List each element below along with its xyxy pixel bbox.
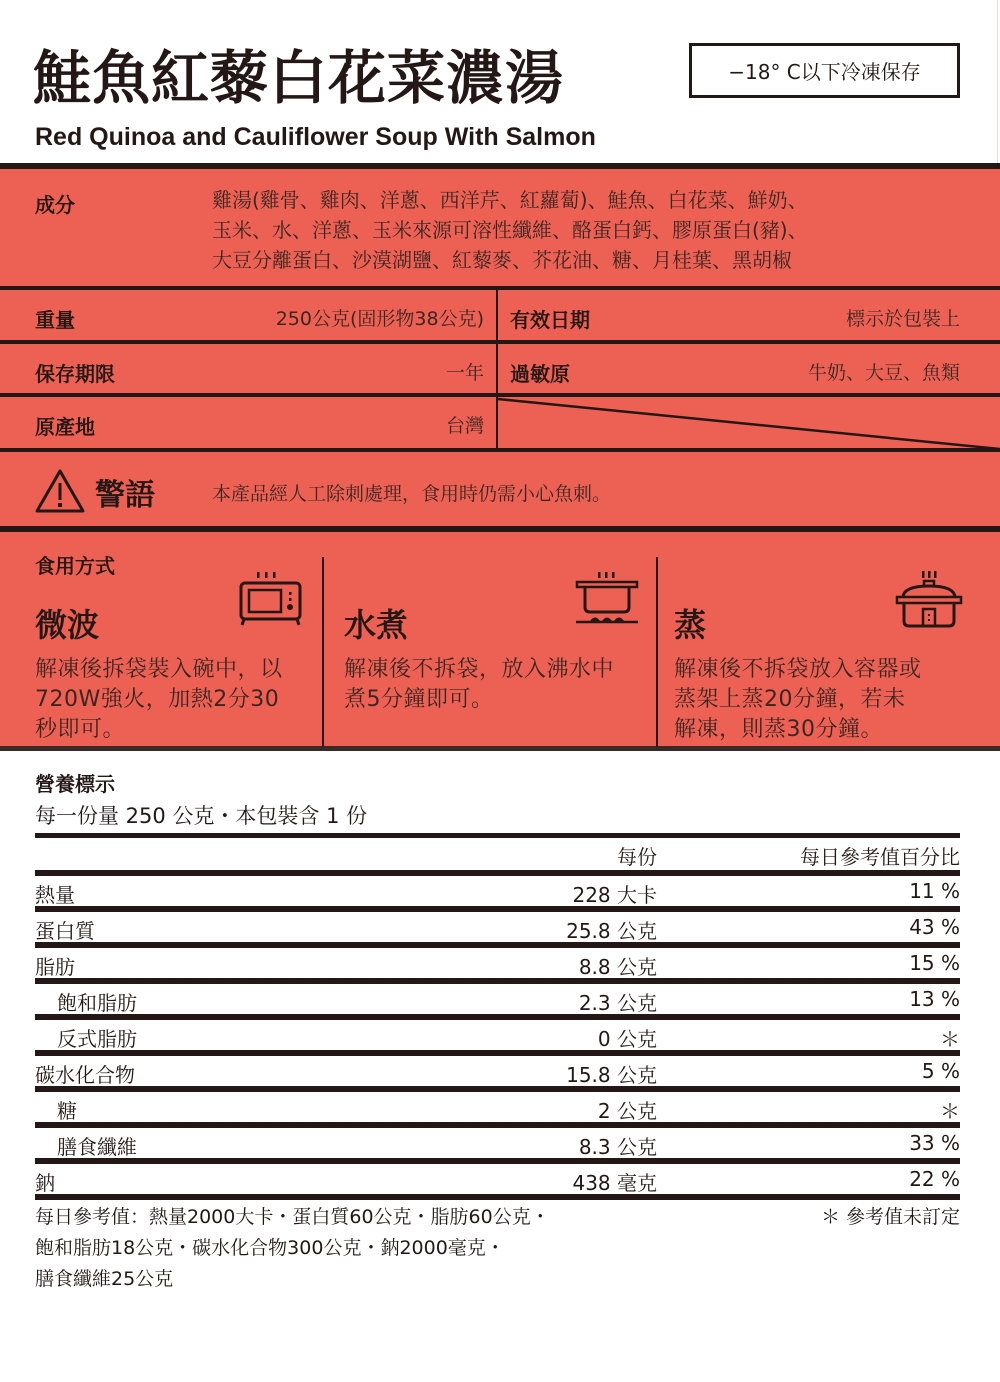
storage-text: −18° C以下冷凍保存	[728, 60, 921, 84]
table-row	[35, 1020, 960, 1050]
method-line: 秒即可。	[35, 717, 126, 742]
expiry-label: 有效日期	[510, 308, 590, 332]
nutrition-title: 營養標示	[35, 772, 115, 796]
nutrient-name: 反式脂肪	[57, 1027, 137, 1051]
ingredients-line: 玉米、水、洋蔥、玉米來源可溶性纖維、酪蛋白鈣、膠原蛋白(豬)、	[212, 218, 808, 242]
method-title: 蒸	[674, 606, 707, 644]
info-column-divider	[496, 290, 498, 452]
method-text	[674, 655, 964, 745]
method-steam	[658, 532, 1000, 747]
method-line: 解凍後不拆袋，放入沸水中	[344, 657, 615, 682]
table-row	[35, 1056, 960, 1086]
table-row	[35, 1128, 960, 1158]
table-row	[35, 1092, 960, 1122]
nutrient-name: 碳水化合物	[35, 1063, 135, 1087]
table-header	[35, 838, 960, 870]
ingredients-line: 大豆分離蛋白、沙漠湖鹽、紅藜麥、芥花油、糖、月桂葉、黑胡椒	[212, 248, 792, 272]
nutrient-amount: 228 大卡	[572, 883, 657, 907]
origin-value: 台灣	[445, 415, 484, 437]
method-text	[344, 655, 654, 715]
nutrient-dv: 33 %	[909, 1131, 960, 1155]
nutrient-amount: 0 公克	[597, 1027, 657, 1051]
ingredients-text	[212, 185, 972, 275]
table-row	[35, 948, 960, 978]
allergens-value: 牛奶、大豆、魚類	[807, 362, 960, 384]
weight-value: 250公克(固形物38公克)	[275, 308, 484, 330]
shelf-life-row	[0, 344, 1000, 397]
nutrient-dv: 43 %	[909, 915, 960, 939]
nutrient-amount: 8.8 公克	[578, 955, 657, 979]
method-line: 解凍，則蒸30分鐘。	[674, 717, 883, 742]
storage-badge	[689, 43, 960, 98]
method-line: 煮5分鐘即可。	[344, 687, 494, 712]
method-microwave	[0, 532, 324, 747]
info-panel	[0, 163, 1000, 751]
footnote-line: 飽和脂肪18公克・碳水化合物300公克・鈉2000毫克・	[35, 1237, 505, 1259]
nutrient-dv: 15 %	[909, 951, 960, 975]
daily-reference-note	[35, 1202, 675, 1295]
footnote-line: 每日參考值：熱量2000大卡・蛋白質60公克・脂肪60公克・	[35, 1206, 550, 1228]
warning-text: 本產品經人工除刺處理，食用時仍需小心魚刺。	[212, 483, 612, 505]
steamer-icon	[894, 571, 964, 629]
nutrient-amount: 2 公克	[597, 1099, 657, 1123]
method-line: 720W強火，加熱2分30	[35, 687, 280, 712]
nutrient-dv: 22 %	[909, 1167, 960, 1191]
nutrient-dv: 11 %	[909, 879, 960, 903]
nutrient-dv: 5 %	[921, 1059, 960, 1083]
method-text	[35, 655, 315, 745]
product-subtitle: Red Quinoa and Cauliflower Soup With Salmon	[35, 123, 596, 151]
nutrition-serving: 每一份量 250 公克・本包裝含 1 份	[35, 804, 368, 828]
nutrient-name: 熱量	[35, 883, 75, 907]
warning-label: 警語	[95, 478, 155, 513]
edge-rule	[997, 0, 998, 170]
shelf-life-value: 一年	[445, 362, 484, 384]
table-row	[35, 984, 960, 1014]
nutrient-amount: 25.8 公克	[566, 919, 657, 943]
shelf-life-label: 保存期限	[35, 362, 115, 386]
nutrient-name: 脂肪	[35, 955, 75, 979]
product-title: 鮭魚紅藜白花菜濃湯	[33, 44, 565, 112]
footnote-line: 膳食纖維25公克	[35, 1268, 174, 1290]
warning-triangle-icon	[34, 468, 86, 514]
method-line: 解凍後不拆袋放入容器或	[674, 657, 922, 682]
method-line: 蒸架上蒸20分鐘，若未	[674, 687, 906, 712]
nutrient-amount: 15.8 公克	[566, 1063, 657, 1087]
boiling-pot-icon	[574, 572, 640, 628]
weight-row	[0, 290, 1000, 344]
empty-cell-diagonal	[498, 397, 1000, 449]
nutrition-table	[35, 833, 960, 1200]
table-row	[35, 1164, 960, 1194]
method-boil	[324, 532, 658, 747]
ingredients-label: 成分	[35, 193, 75, 217]
nutrient-name: 糖	[57, 1099, 77, 1123]
ingredients-line: 雞湯(雞骨、雞肉、洋蔥、西洋芹、紅蘿蔔)、鮭魚、白花菜、鮮奶、	[212, 188, 808, 212]
table-rule	[35, 1194, 960, 1200]
asterisk-note: ＊ 參考值未訂定	[820, 1206, 960, 1228]
column-header-daily-value: 每日參考值百分比	[800, 845, 960, 869]
usage-label: 食用方式	[35, 554, 115, 578]
method-title: 微波	[35, 606, 100, 644]
origin-row	[0, 397, 1000, 452]
nutrient-dv: ＊	[940, 1027, 960, 1051]
ingredients-row	[0, 169, 1000, 290]
method-title: 水煮	[344, 606, 409, 644]
table-row	[35, 912, 960, 942]
warning-row	[0, 452, 1000, 532]
origin-label: 原產地	[35, 415, 95, 439]
nutrient-name: 膳食纖維	[57, 1135, 137, 1159]
nutrient-amount: 2.3 公克	[578, 991, 657, 1015]
nutrient-amount: 438 毫克	[572, 1171, 657, 1195]
method-line: 解凍後拆袋裝入碗中，以	[35, 657, 283, 682]
column-header-per-serving: 每份	[617, 845, 657, 869]
weight-label: 重量	[35, 308, 75, 332]
nutrient-dv: 13 %	[909, 987, 960, 1011]
microwave-icon	[238, 571, 304, 627]
nutrient-name: 蛋白質	[35, 919, 95, 943]
allergens-label: 過敏原	[510, 362, 570, 386]
nutrient-name: 鈉	[35, 1171, 55, 1195]
table-row	[35, 876, 960, 906]
nutrient-name: 飽和脂肪	[57, 991, 137, 1015]
nutrient-amount: 8.3 公克	[578, 1135, 657, 1159]
nutrient-dv: ＊	[940, 1099, 960, 1123]
expiry-value: 標示於包裝上	[845, 308, 960, 330]
usage-section	[0, 532, 1000, 747]
